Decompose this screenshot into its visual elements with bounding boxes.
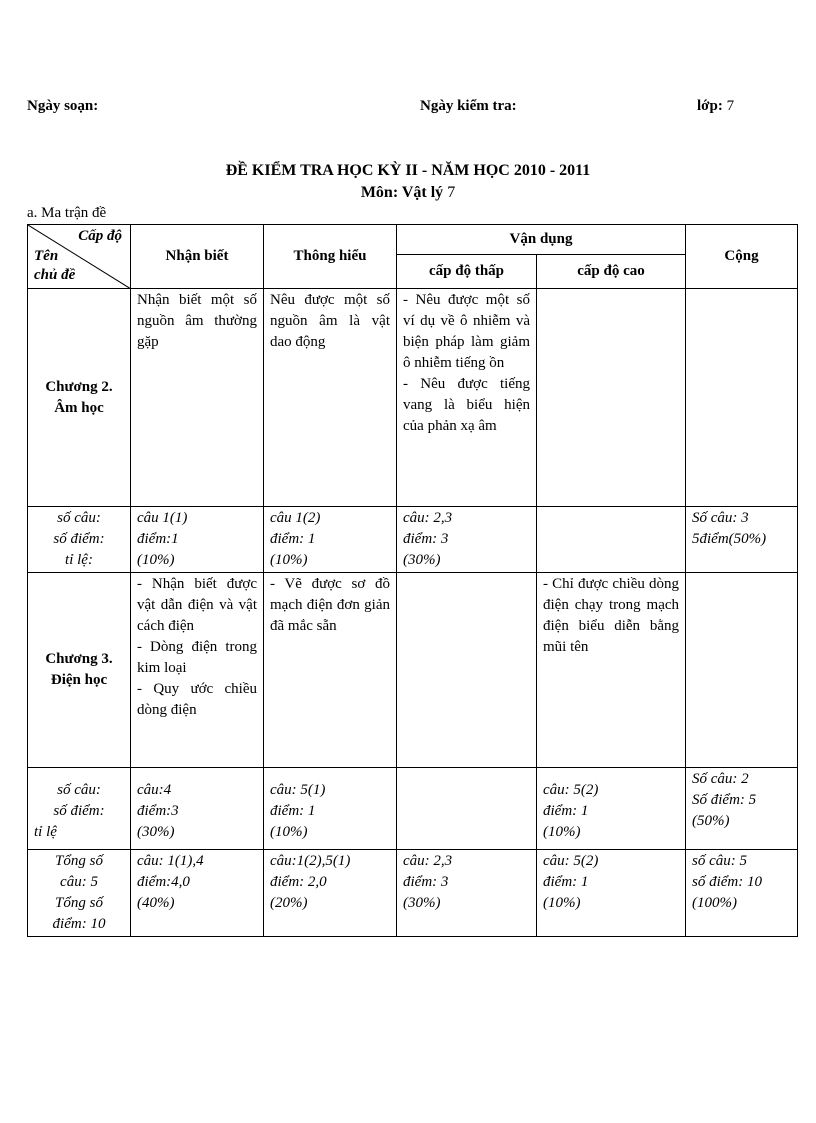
ch2-nhan-biet: Nhận biết một số nguồn âm thường gặp [131, 289, 264, 507]
ch2-cap-do-cao [537, 289, 686, 507]
ch2-cong-stats: Số câu: 3 5điểm(50%) [686, 507, 798, 573]
ch3-thap-stats [397, 768, 537, 850]
section-label: a. Ma trận đề [27, 205, 107, 221]
ch3-cong [686, 573, 798, 768]
header-cap-do-thap: cấp độ thấp [397, 255, 537, 289]
ngay-soan-label: Ngày soạn: [27, 98, 99, 114]
ch2-cong [686, 289, 798, 507]
ch3-cong-stats: Số câu: 2 Số điểm: 5 (50%) [686, 768, 798, 850]
table-row-ch3-stats [28, 768, 798, 850]
ngay-kiem-tra-label: Ngày kiểm tra: [420, 98, 517, 114]
total-cao: câu: 5(2) điểm: 1 (10%) [537, 850, 686, 937]
lop-value: 7 [726, 98, 735, 114]
ch3-cao-stats: câu: 5(2) điểm: 1 (10%) [537, 768, 686, 850]
header-van-dung: Vận dụng [397, 225, 686, 255]
corner-top-label: Cấp độ [78, 228, 122, 244]
corner-bottom-label: Tên chủ đề [34, 248, 76, 283]
ch2-nb-stats: câu 1(1) điểm:1 (10%) [131, 507, 264, 573]
lop-label: lớp: [697, 98, 723, 114]
table-row-total [28, 850, 798, 937]
ch3-th-stats: câu: 5(1) điểm: 1 (10%) [264, 768, 397, 850]
table-row-chuong-3 [28, 573, 798, 768]
ch2-cap-do-thap: - Nêu được một số ví dụ về ô nhiễm và biện pháp làm giảm ô nhiễm tiếng ồn - Nêu được tiếng vang là biểu hiện của phản xạ âm [397, 289, 537, 507]
corner-header-cell [28, 225, 131, 289]
ch2-thong-hieu: Nêu được một số nguồn âm là vật dao động [264, 289, 397, 507]
table-row-chuong-2 [28, 289, 798, 507]
chuong-2-title: Chương 2. Âm học [28, 289, 131, 507]
chuong-3-title: Chương 3. Điện học [28, 573, 131, 768]
ch2-stats-label: số câu: số điểm: tỉ lệ: [28, 507, 131, 573]
total-thap: câu: 2,3 điểm: 3 (30%) [397, 850, 537, 937]
ch3-nb-stats: câu:4 điểm:3 (30%) [131, 768, 264, 850]
header-nhan-biet: Nhận biết [131, 225, 264, 289]
lop-field [697, 98, 734, 115]
exam-title: ĐỀ KIỂM TRA HỌC KỲ II - NĂM HỌC 2010 - 2011 [225, 162, 591, 179]
ch2-thap-stats: câu: 2,3 điểm: 3 (30%) [397, 507, 537, 573]
ch3-nhan-biet: - Nhận biết được vật dẫn điện và vật cách điện - Dòng điện trong kim loại - Quy ước chiều dòng điện [131, 573, 264, 768]
total-cong: số câu: 5 số điểm: 10 (100%) [686, 850, 798, 937]
ch2-cao-stats [537, 507, 686, 573]
ch3-cap-do-cao: - Chỉ được chiều dòng điện chạy trong mạch điện biểu diễn bằng mũi tên [537, 573, 686, 768]
header-cap-do-cao: cấp độ cao [537, 255, 686, 289]
table-row-ch2-stats [28, 507, 798, 573]
ch2-th-stats: câu 1(2) điểm: 1 (10%) [264, 507, 397, 573]
ch3-cap-do-thap [397, 573, 537, 768]
total-nb: câu: 1(1),4 điểm:4,0 (40%) [131, 850, 264, 937]
total-label: Tổng số câu: 5 Tổng số điểm: 10 [28, 850, 131, 937]
header-thong-hieu: Thông hiểu [264, 225, 397, 289]
test-matrix-table [27, 224, 798, 937]
header-cong: Cộng [686, 225, 798, 289]
subject-title: Môn: Vật lý 7 [360, 184, 456, 201]
ch3-stats-label: số câu: số điểm: tỉ lệ [28, 768, 131, 850]
ch3-thong-hieu: - Vẽ được sơ đồ mạch điện đơn giản đã mắc sẵn [264, 573, 397, 768]
total-th: câu:1(2),5(1) điểm: 2,0 (20%) [264, 850, 397, 937]
